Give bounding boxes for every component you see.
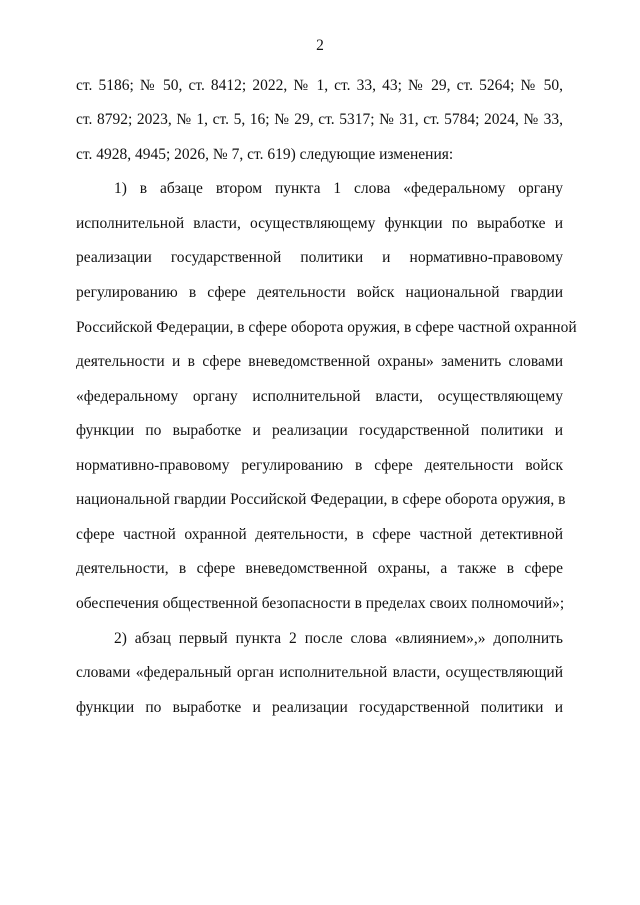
text-line-17: 2) абзац первый пункта 2 после слова «влиянием»,» дополнить (114, 630, 563, 647)
text-line-4: 1) в абзаце втором пункта 1 слова «федеральному органу (114, 180, 563, 197)
page-number: 2 (316, 37, 324, 54)
text-line-8: Российской Федерации, в сфере оборота оружия, в сфере частной охранной (76, 319, 577, 336)
text-line-9: деятельности и в сфере вневедомственной охраны» заменить словами (76, 353, 563, 370)
text-line-5: исполнительной власти, осуществляющему функции по выработке и (76, 215, 563, 232)
text-line-6: реализации государственной политики и нормативно-правовому (76, 249, 563, 266)
text-line-2: ст. 8792; 2023, № 1, ст. 5, 16; № 29, ст. 5317; № 31, ст. 5784; 2024, № 33, (76, 111, 563, 128)
text-line-13: национальной гвардии Российской Федерации, в сфере оборота оружия, в (76, 491, 566, 508)
text-line-19: функции по выработке и реализации государственной политики и (76, 699, 563, 716)
text-line-12: нормативно-правовому регулированию в сфере деятельности войск (76, 457, 563, 474)
text-line-18: словами «федеральный орган исполнительной власти, осуществляющий (76, 664, 563, 681)
text-line-14: сфере частной охранной деятельности, в сфере частной детективной (76, 526, 563, 543)
text-line-3: ст. 4928, 4945; 2026, № 7, ст. 619) следующие изменения: (76, 146, 454, 163)
text-line-16: обеспечения общественной безопасности в пределах своих полномочий»; (76, 595, 565, 612)
text-line-15: деятельности, в сфере вневедомственной охраны, а также в сфере (76, 560, 563, 577)
text-line-10: «федеральному органу исполнительной власти, осуществляющему (76, 388, 563, 405)
text-line-11: функции по выработке и реализации государственной политики и (76, 422, 563, 439)
text-line-7: регулированию в сфере деятельности войск национальной гвардии (76, 284, 563, 301)
text-line-1: ст. 5186; № 50, ст. 8412; 2022, № 1, ст. 33, 43; № 29, ст. 5264; № 50, (76, 77, 563, 94)
